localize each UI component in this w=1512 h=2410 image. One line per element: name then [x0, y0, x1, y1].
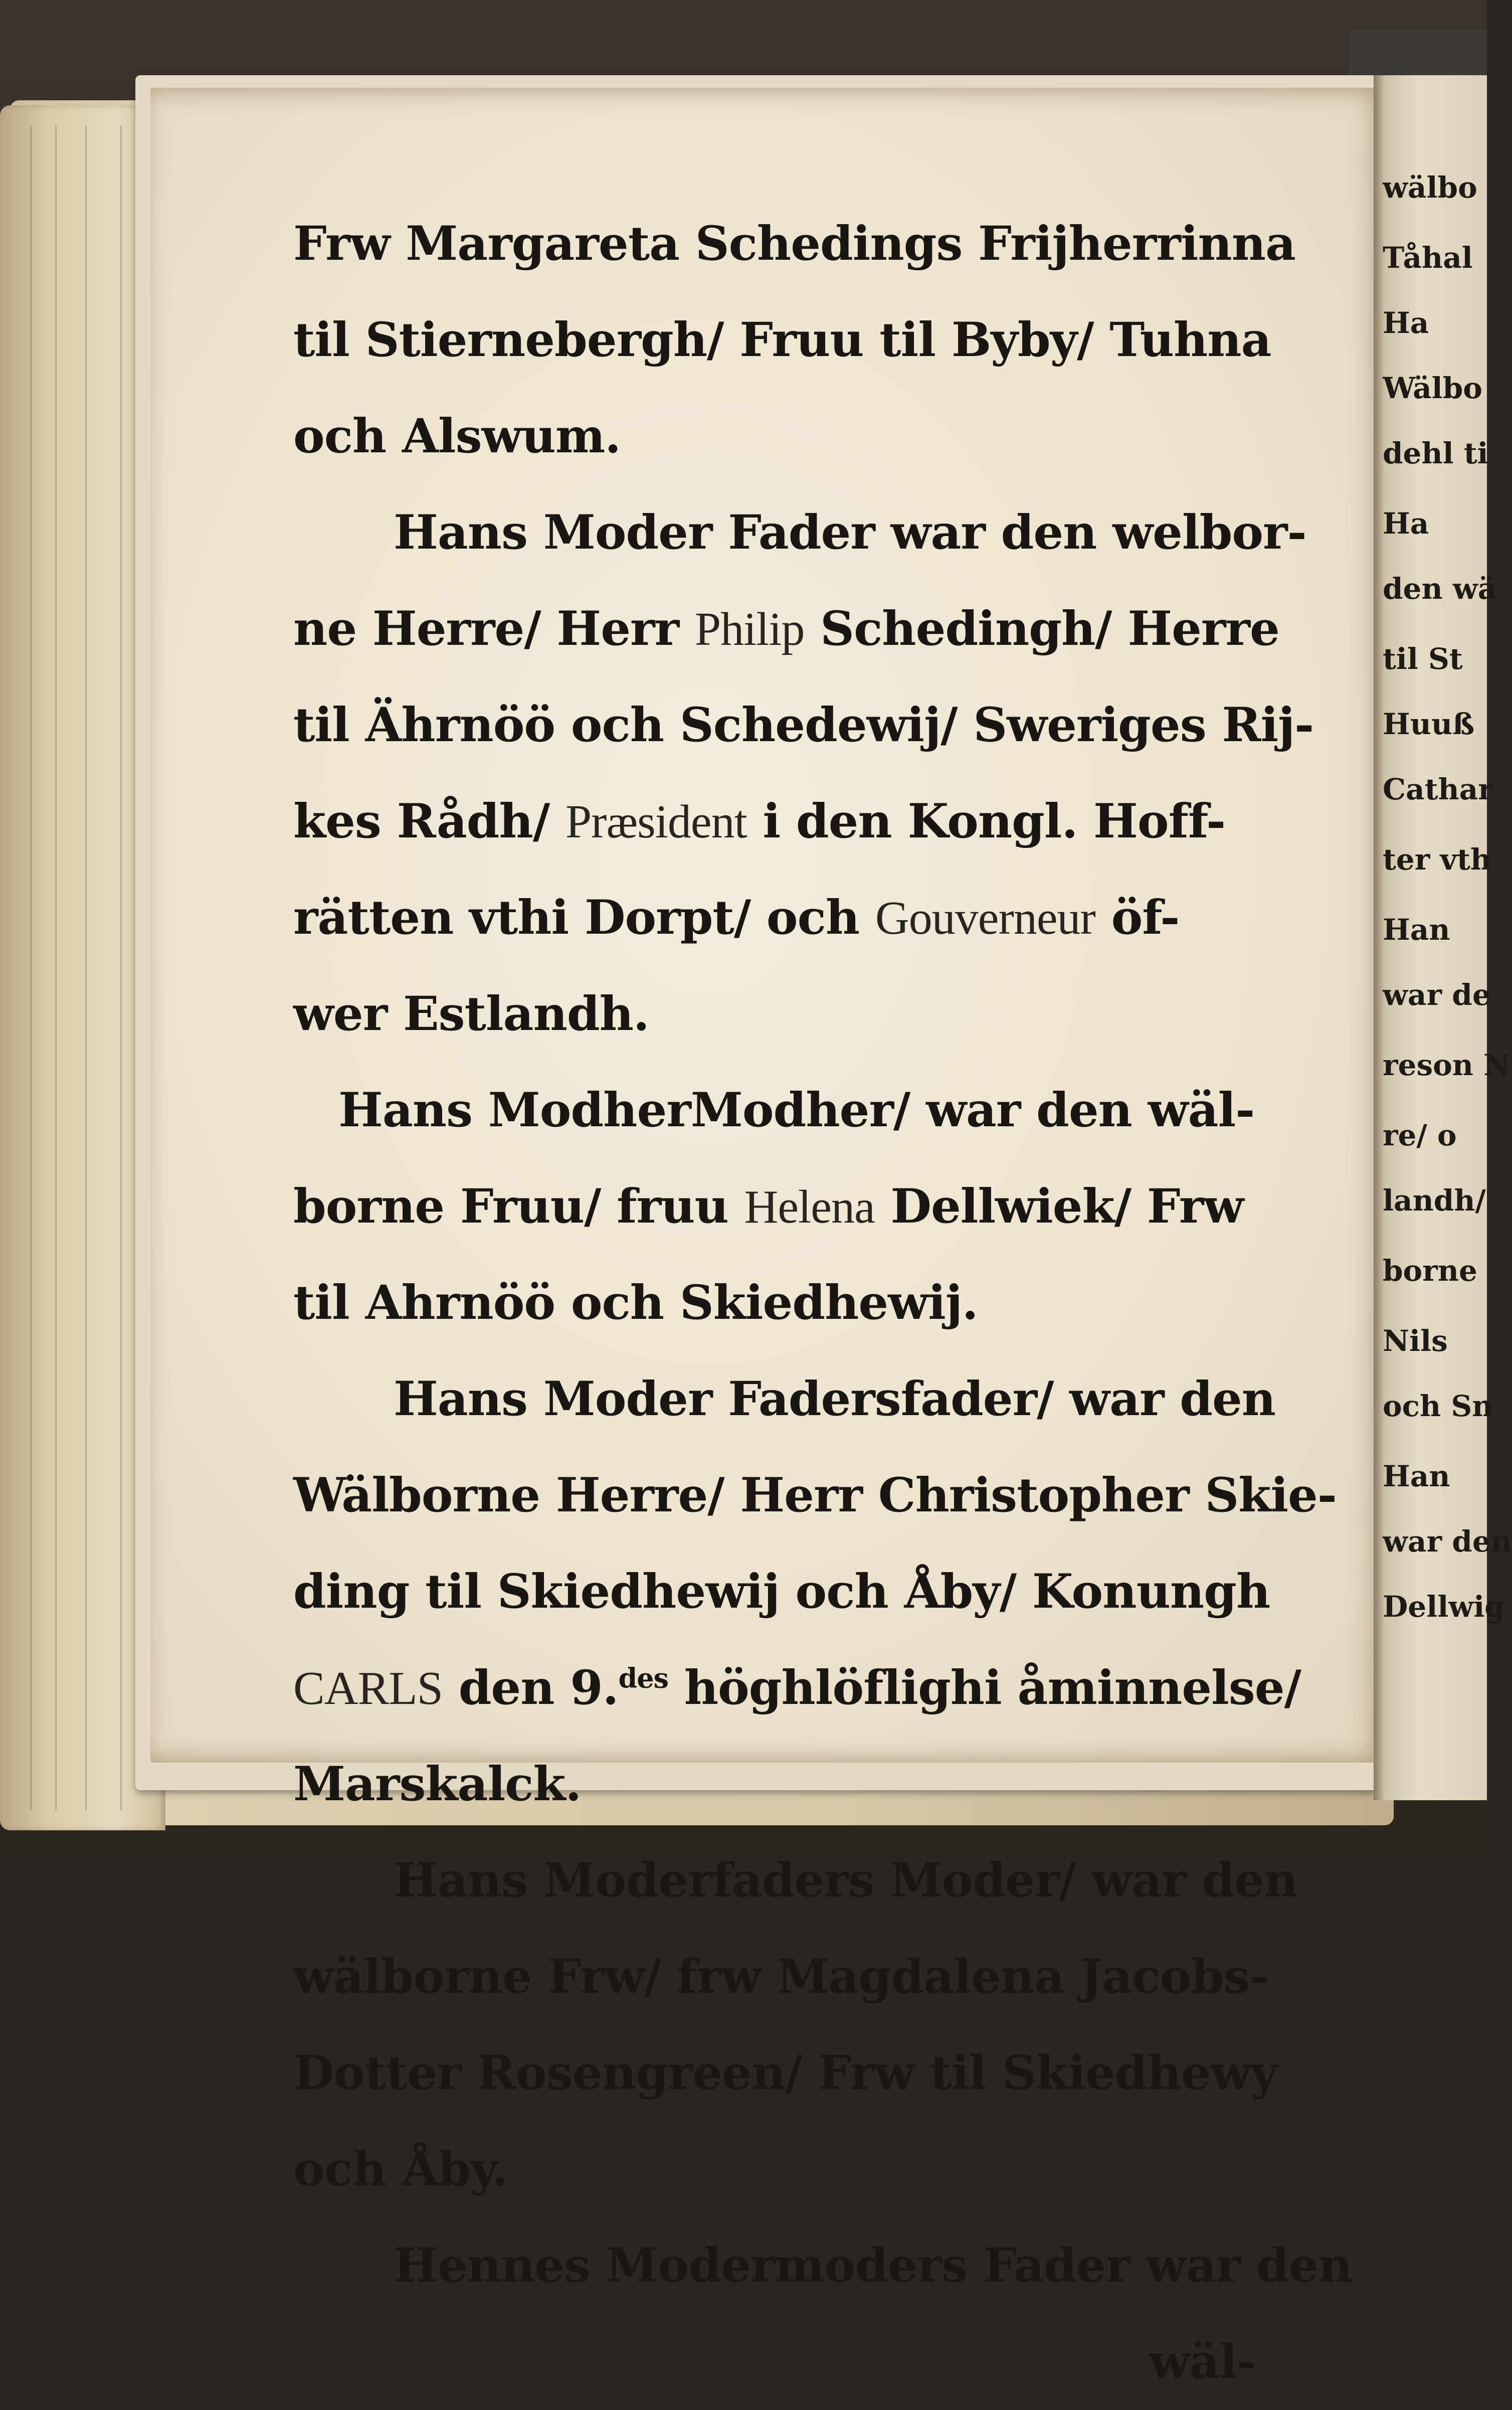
- text-segment: til Ährnöö och Schedewij/ Sweriges Rij-: [293, 698, 1314, 753]
- text-line: [293, 677, 1314, 773]
- text-segment: Philip: [694, 603, 805, 655]
- right-page-line: Tåhal: [1383, 241, 1473, 275]
- text-segment: des: [618, 1662, 668, 1694]
- text-line: [293, 1832, 1298, 1929]
- text-segment: til Ahrnöö och Skiedhewij.: [293, 1275, 978, 1330]
- text-line: [293, 1543, 1270, 1640]
- text-segment: Hans ModherModher/ war den wäl-: [338, 1083, 1255, 1138]
- text-segment: Helena: [744, 1181, 875, 1233]
- text-line: [293, 1447, 1337, 1543]
- right-page-line: reson N: [1383, 1048, 1510, 1082]
- text-line: [293, 196, 1295, 292]
- right-page-line: Nils: [1383, 1324, 1448, 1358]
- text-segment: wäl-: [1149, 2334, 1256, 2389]
- text-segment: Hennes Modermoders Fader war den: [394, 2238, 1352, 2293]
- right-page-line: Ha: [1383, 306, 1429, 340]
- text-line: [293, 2217, 1352, 2314]
- text-line: [293, 1062, 1256, 1158]
- right-page: [1374, 75, 1512, 1800]
- text-line: [293, 2025, 1278, 2121]
- text-segment: Hans Moder Fader war den welbor-: [394, 505, 1306, 560]
- text-line: [293, 1640, 1301, 1736]
- text-segment: Præsident: [565, 796, 747, 848]
- text-line: [293, 966, 1256, 1062]
- text-segment: och Alswum.: [293, 409, 621, 464]
- text-segment: h/ Fruu til Byby/ Tuhna: [673, 312, 1271, 368]
- right-page-line: den wä: [1383, 572, 1497, 606]
- text-segment: Schedingh/ Herre: [804, 601, 1279, 656]
- right-page-line: och Sn: [1383, 1389, 1493, 1423]
- text-segment: den 9.: [442, 1660, 619, 1715]
- right-page-line: dehl ti: [1383, 436, 1488, 470]
- right-page-line: wälbo: [1383, 170, 1477, 205]
- text-line: [293, 773, 1256, 870]
- right-page-line: landh/: [1383, 1183, 1486, 1218]
- text-line: [293, 1158, 1256, 1255]
- right-page-line: Ha: [1383, 506, 1429, 541]
- right-page-line: war den: [1383, 1524, 1512, 1559]
- right-page-line: Huuß: [1383, 707, 1475, 741]
- text-segment: öf-: [1095, 890, 1180, 945]
- text-segment: borne Fruu/ fruu: [293, 1179, 744, 1234]
- text-line: [293, 484, 1306, 581]
- right-page-line: war de: [1383, 978, 1491, 1012]
- text-segment: wer Estlandh.: [293, 986, 649, 1042]
- text-segment: kes Rådh/: [293, 794, 565, 849]
- text-segment: och Åby.: [293, 2142, 508, 2197]
- text-segment: ding til Skiedhewij och Åby/ Konungh: [293, 1564, 1270, 1619]
- page-text: [293, 196, 1352, 2410]
- right-page-line: til St: [1383, 642, 1463, 676]
- text-segment: i den Kongl. Hoff-: [746, 794, 1226, 849]
- text-line: [293, 292, 1271, 388]
- text-segment: Wälborne Herre/ Herr Christopher Skie-: [293, 1468, 1337, 1523]
- text-segment: Gouverneur: [875, 892, 1095, 944]
- text-segment: Dotter Rosengreen/ Frw til Skiedhewy: [293, 2045, 1278, 2101]
- text-line: [293, 581, 1279, 677]
- text-line: [293, 1929, 1269, 2025]
- right-page-line: Wälbo: [1383, 371, 1482, 405]
- text-segment: CARLS: [293, 1662, 443, 1714]
- text-segment: rätten vthi Dorpt/ och: [293, 890, 875, 945]
- right-page-line: Han: [1383, 913, 1450, 947]
- text-segment: ne Herre/ Herr: [293, 601, 695, 656]
- text-line: [293, 870, 1256, 966]
- text-segment: höghlöflighi åminnelse/: [668, 1660, 1301, 1715]
- text-line: [293, 388, 1256, 484]
- right-page-line: borne: [1383, 1254, 1477, 1288]
- text-segment: Hans Moder Fadersfader/ war den: [394, 1371, 1276, 1427]
- text-segment: Hans Moderfaders Moder/ war den: [394, 1853, 1298, 1908]
- text-segment: til Stierneberg: [293, 312, 673, 368]
- text-line: [293, 1255, 1256, 1351]
- right-page-line: re/ o: [1383, 1118, 1457, 1152]
- text-segment: Dellwiek/ Frw: [874, 1179, 1244, 1234]
- text-segment: wälborne Frw/ frw Magdalena Jacobs-: [293, 1949, 1269, 2004]
- text-line: [293, 1736, 1256, 1832]
- text-line: [293, 1351, 1276, 1447]
- right-page-line: ter vth: [1383, 842, 1492, 877]
- text-line: [293, 2314, 1256, 2410]
- text-segment: Marskalck.: [293, 1757, 582, 1812]
- right-page-line: Dellwig: [1383, 1590, 1505, 1624]
- text-segment: Frw Margareta Schedings Frijherrinna: [293, 216, 1295, 271]
- right-page-line: Cathar: [1383, 772, 1493, 806]
- text-line: [293, 2121, 1256, 2217]
- right-page-line: Han: [1383, 1459, 1450, 1493]
